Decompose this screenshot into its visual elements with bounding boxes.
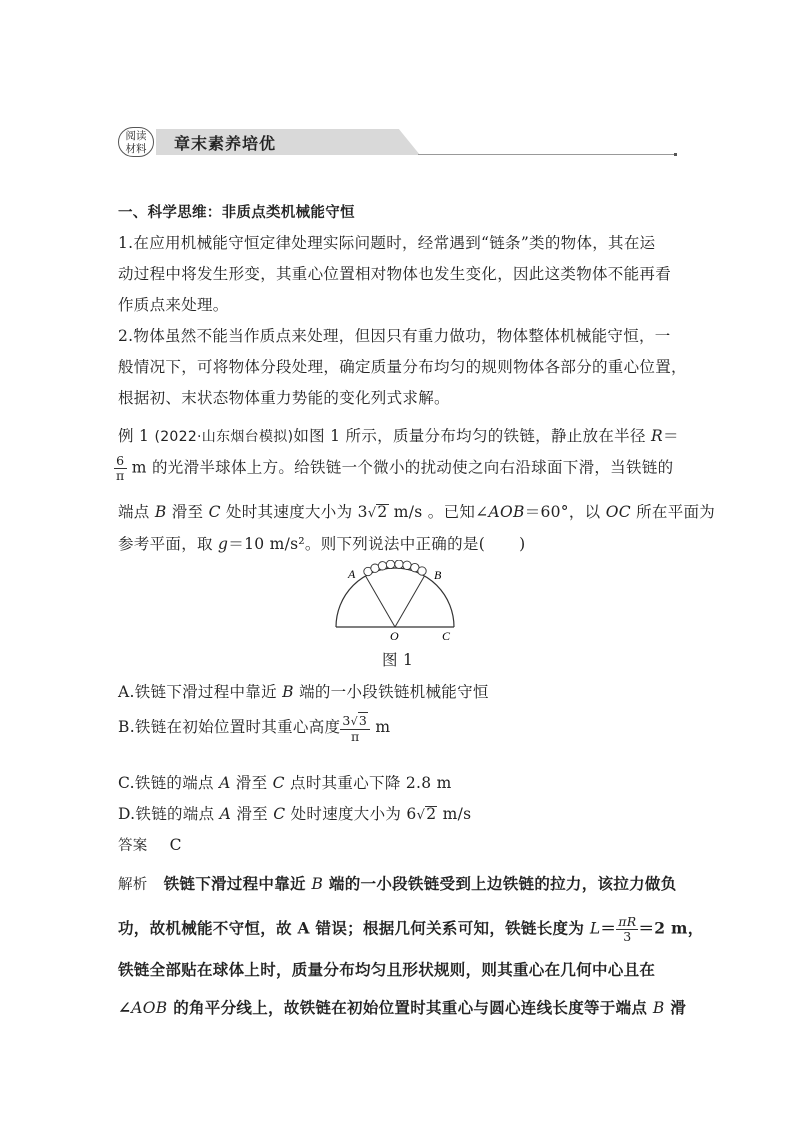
p1-line3: 作质点来处理。 bbox=[118, 296, 229, 314]
example-source: (2022·山东烟台模拟) bbox=[154, 429, 294, 445]
header-rule-dot bbox=[674, 153, 677, 156]
analysis-line4 bbox=[118, 996, 686, 1018]
analysis-l1b: 端的一小段铁链受到上边铁链的拉力，该拉力做负 bbox=[323, 874, 677, 893]
sqrt-2: 2 bbox=[377, 503, 388, 521]
example-line2 bbox=[114, 454, 673, 483]
var-B: B bbox=[154, 503, 167, 521]
option-C-var2: C bbox=[272, 774, 285, 792]
analysis-line2 bbox=[118, 915, 704, 944]
badge-line2: 材料 bbox=[125, 143, 147, 155]
analysis-l2a: 功，故机械能不守恒，故 A 错误；根据几何关系可知，铁链长度为 bbox=[118, 918, 590, 938]
reading-material-badge bbox=[118, 127, 154, 157]
analysis-var-B2: B bbox=[652, 999, 665, 1017]
option-D-var2: C bbox=[273, 805, 286, 823]
label-C: C bbox=[442, 629, 451, 642]
analysis-var-AOB: AOB bbox=[131, 999, 168, 1017]
figure-caption: 图 1 bbox=[382, 651, 414, 669]
p1-line1: 1.在应用机械能守恒定律处理实际问题时，经常遇到“链条”类的物体，其在运 bbox=[118, 234, 656, 252]
analysis-l2b: ＝2 m， bbox=[638, 918, 704, 938]
figure-hemisphere-chain bbox=[330, 560, 460, 642]
example-label: 例 1 bbox=[118, 427, 150, 445]
option-D: D.铁链的端点 A 滑至 C 处时速度大小为 6√2 m/s bbox=[118, 805, 472, 823]
length-frac-den: 3 bbox=[623, 929, 632, 944]
frac-num: 6 bbox=[114, 454, 127, 469]
chain-link bbox=[386, 560, 394, 568]
p1-line2: 动过程中将发生形变，其重心位置相对物体也发生变化，因此这类物体不能再看 bbox=[118, 265, 672, 283]
var-R: R bbox=[651, 427, 663, 445]
option-C bbox=[118, 771, 452, 793]
radius-fraction bbox=[114, 454, 127, 483]
example-text3c: 处时其速度大小为 3 bbox=[220, 503, 368, 521]
length-fraction bbox=[616, 915, 638, 944]
label-A: A bbox=[348, 567, 356, 581]
option-B-fraction bbox=[340, 712, 370, 744]
option-B-prefix: B.铁链在初始位置时其重心高度 bbox=[118, 718, 341, 736]
chapter-banner bbox=[118, 127, 678, 159]
option-A bbox=[118, 680, 489, 702]
radius-OA bbox=[366, 576, 396, 627]
option-D-mid2: 处时速度大小为 6 bbox=[285, 805, 417, 823]
label-O: O bbox=[390, 629, 399, 642]
answer-line bbox=[118, 834, 182, 855]
option-A-var: B bbox=[282, 683, 294, 701]
frac-den: π bbox=[116, 468, 125, 483]
option-A-suffix: 端的一小段铁链机械能守恒 bbox=[293, 683, 489, 701]
option-D-var1: A bbox=[219, 805, 232, 823]
example-text3e: ＝60°，以 bbox=[524, 503, 606, 521]
chain-link bbox=[403, 561, 411, 569]
option-D-mid: 滑至 bbox=[231, 805, 274, 823]
example-line3: 端点 B 滑至 C 处时其速度大小为 3√2 m/s 。已知∠AOB＝60°，以 OC 所在平面为 bbox=[118, 503, 716, 521]
option-B-num: 3√3 bbox=[340, 712, 370, 730]
answer-value: C bbox=[169, 836, 182, 854]
p2-line1: 2.物体虽然不能当作质点来处理，但因只有重力做功，物体整体机械能守恒，一 bbox=[118, 327, 671, 345]
example-text3a: 端点 bbox=[118, 503, 155, 521]
option-C-mid: 滑至 bbox=[230, 774, 273, 792]
option-B-coef: 3 bbox=[342, 713, 351, 728]
p2-line3: 根据初、末状态物体重力势能的变化列式求解。 bbox=[118, 389, 450, 407]
option-B-sqrt: 3 bbox=[358, 713, 368, 728]
label-B: B bbox=[434, 568, 442, 582]
radius-OB bbox=[395, 576, 425, 627]
p2-line2: 般情况下，可将物体分段处理，确定质量分布均匀的规则物体各部分的重心位置， bbox=[118, 358, 687, 376]
analysis-l1a: 铁链下滑过程中靠近 bbox=[163, 874, 312, 893]
option-D-prefix: D.铁链的端点 bbox=[118, 805, 220, 823]
badge-line1: 阅读 bbox=[125, 130, 147, 142]
option-D-suffix: m/s bbox=[437, 805, 472, 823]
analysis-l4c: 滑 bbox=[664, 998, 687, 1017]
option-B bbox=[118, 712, 390, 744]
analysis-line1 bbox=[118, 872, 677, 894]
option-C-var1: A bbox=[219, 774, 231, 792]
analysis-l2eq: ＝ bbox=[600, 918, 617, 938]
option-C-suffix: 点时其重心下降 2.8 m bbox=[284, 774, 452, 792]
var-OC: OC bbox=[605, 503, 631, 521]
example-text4b: ＝10 m/s²。则下列说法中正确的是( bbox=[228, 535, 486, 553]
chain-link bbox=[395, 560, 403, 568]
example-line4 bbox=[118, 532, 525, 554]
option-C-prefix: C.铁链的端点 bbox=[118, 774, 220, 792]
example-text3f: 所在平面为 bbox=[630, 503, 716, 521]
option-B-den: π bbox=[350, 729, 360, 744]
analysis-line3: 铁链全部贴在球体上时，质量分布均匀且形状规则，则其重心在几何中心且在 bbox=[118, 960, 656, 979]
example-text3b: 滑至 bbox=[166, 503, 209, 521]
equals: ＝ bbox=[662, 427, 679, 445]
example-text3d: m/s 。已知∠ bbox=[388, 503, 489, 521]
analysis-var-L: L bbox=[589, 919, 601, 938]
answer-label: 答案 bbox=[118, 838, 148, 854]
analysis-l4b: 的角平分线上，故铁链在初始位置时其重心与圆心连线长度等于端点 bbox=[167, 998, 653, 1017]
option-D-sqrt: 2 bbox=[426, 805, 437, 823]
analysis-label: 解析 bbox=[118, 877, 148, 893]
option-B-suffix: m bbox=[370, 718, 391, 736]
analysis-l4a: ∠ bbox=[118, 998, 132, 1017]
chain-link bbox=[378, 562, 386, 570]
example-text1: 如图 1 所示，质量分布均匀的铁链，静止放在半径 bbox=[293, 427, 646, 445]
var-g: g bbox=[218, 535, 229, 553]
chapter-title: 章末素养培优 bbox=[174, 134, 277, 153]
example-text2: m 的光滑半球体上方。给铁链一个微小的扰动使之向右沿球面下滑，当铁链的 bbox=[126, 458, 674, 477]
chain-link bbox=[418, 567, 426, 575]
length-frac-num: πR bbox=[618, 914, 637, 929]
var-AOB: AOB bbox=[488, 503, 525, 521]
section-heading: 一、科学思维：非质点类机械能守恒 bbox=[118, 205, 355, 221]
example-text4a: 参考平面，取 bbox=[118, 535, 219, 553]
option-A-prefix: A.铁链下滑过程中靠近 bbox=[118, 683, 283, 701]
example-text4c: ) bbox=[519, 535, 526, 553]
header-rule bbox=[418, 154, 674, 155]
var-C: C bbox=[208, 503, 221, 521]
analysis-var-B: B bbox=[311, 875, 324, 893]
example-line1 bbox=[118, 424, 679, 446]
